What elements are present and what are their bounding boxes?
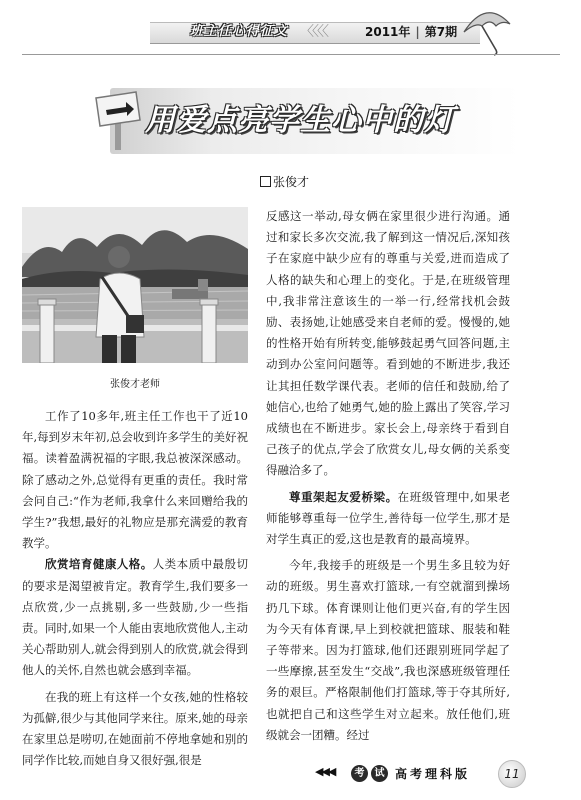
footer-badge: 考 bbox=[351, 765, 368, 782]
footer-badge: 试 bbox=[371, 765, 388, 782]
article-title: 用爱点亮学生心中的灯 bbox=[145, 103, 455, 138]
issue-info bbox=[365, 22, 457, 42]
author-photo bbox=[22, 207, 248, 363]
paragraph bbox=[266, 206, 510, 482]
issue-year: 2011年 bbox=[365, 25, 411, 39]
author-name: 张俊才 bbox=[273, 175, 310, 189]
section-lead: 欣赏培育健康人格。 bbox=[45, 557, 153, 572]
paragraph-text: 在班级管理中,如果老师能够尊重每一位学生,善待每一位学生,那才是对学生真正的爱,这也是教育的最高境界。 bbox=[266, 489, 510, 547]
header-chevrons: 〈〈〈〈 bbox=[300, 24, 327, 40]
paragraph bbox=[22, 687, 248, 772]
header-rule bbox=[22, 54, 560, 55]
paragraph-text: 今年,我接手的班级是一个男生多且较为好动的班级。男生喜欢打篮球,一有空就溜到操场扔几下球。体育课则让他们更兴奋,有的学生因为今天有体育课,早上到校就把篮球、服装和鞋子等带来。因为打篮球,他们还跟别班同学起了一些摩擦,甚至发生“交战”,我也深感班级管理任务的艰巨。严格限制他们打篮球,等于夺其所好,也就把自己和这些学生对立起来。放任他们,班级就会一团糟。经过 bbox=[266, 558, 510, 742]
photo-caption: 张俊才老师 bbox=[110, 379, 160, 390]
right-column bbox=[266, 206, 510, 746]
section-lead: 尊重架起友爱桥梁。 bbox=[289, 489, 398, 504]
byline bbox=[260, 174, 309, 190]
left-column bbox=[22, 406, 248, 771]
signpost-icon bbox=[92, 90, 144, 150]
column-name: 班主任心得征文 bbox=[190, 24, 289, 39]
paragraph-text: 工作了10多年,班主任工作也干了近10年,每到岁末年初,总会收到许多学生的美好祝福。读着盈满祝福的字眼,我总被深深感动。除了感动之外,总觉得有更重的责任。我时常会问自己:“作为老师,我拿什么来回赠给我的学生?”我想,最好的礼物应是那充满爱的教育教学。 bbox=[22, 409, 248, 551]
issue-number: 第7期 bbox=[424, 25, 458, 39]
umbrella-icon bbox=[458, 2, 514, 58]
paragraph bbox=[22, 406, 248, 554]
footer-arrows-icon: ◀◀◀ bbox=[315, 765, 335, 778]
paragraph bbox=[266, 555, 510, 746]
paragraph bbox=[266, 487, 510, 551]
paragraph bbox=[22, 554, 248, 681]
page-header bbox=[0, 0, 581, 64]
issue-separator: | bbox=[415, 25, 420, 39]
paragraph-text: 人类本质中最殷切的要求是渴望被肯定。教育学生,我们要多一点欣赏,少一点挑剔,多一些鼓励,少一些指责。同时,如果一个人能由衷地欣赏他人,主动关心帮助别人,就会得到别人的欣赏,就会得到他人的关怀,自然也就会感到幸福。 bbox=[22, 557, 248, 678]
byline-box-icon bbox=[260, 176, 271, 187]
page-number: 11 bbox=[498, 760, 526, 788]
paragraph-text: 在我的班上有这样一个女孩,她的性格较为孤僻,很少与其他同学来往。原来,她的母亲在家里总是唠叨,在她面前不停地拿她和别的同学作比较,而她自身又很好强,很是 bbox=[22, 689, 248, 768]
footer-publication-name: 高考理科版 bbox=[395, 767, 471, 781]
paragraph-text: 反感这一举动,母女俩在家里很少进行沟通。通过和家长多次交流,我了解到这一情况后,深知孩子在家庭中缺少应有的尊重与关爱,进而造成了人格的缺失和心理上的变化。于是,在班级管理中,我非常注意该生的一举一行,经常找机会鼓励、表扬她,让她感受来自老师的爱。慢慢的,她的性格开始有所转变,能够鼓起勇气回答问题,主动到办公室问问题等。看到她的不断进步,我还让其担任数学课代表。老师的信任和鼓励,给了她信心,也给了她勇气,她的脸上露出了笑容,学习成绩也在不断进步。家长会上,母亲终于看到自己孩子的优点,学会了欣赏女儿,母女俩的关系变得融洽多了。 bbox=[266, 209, 510, 478]
